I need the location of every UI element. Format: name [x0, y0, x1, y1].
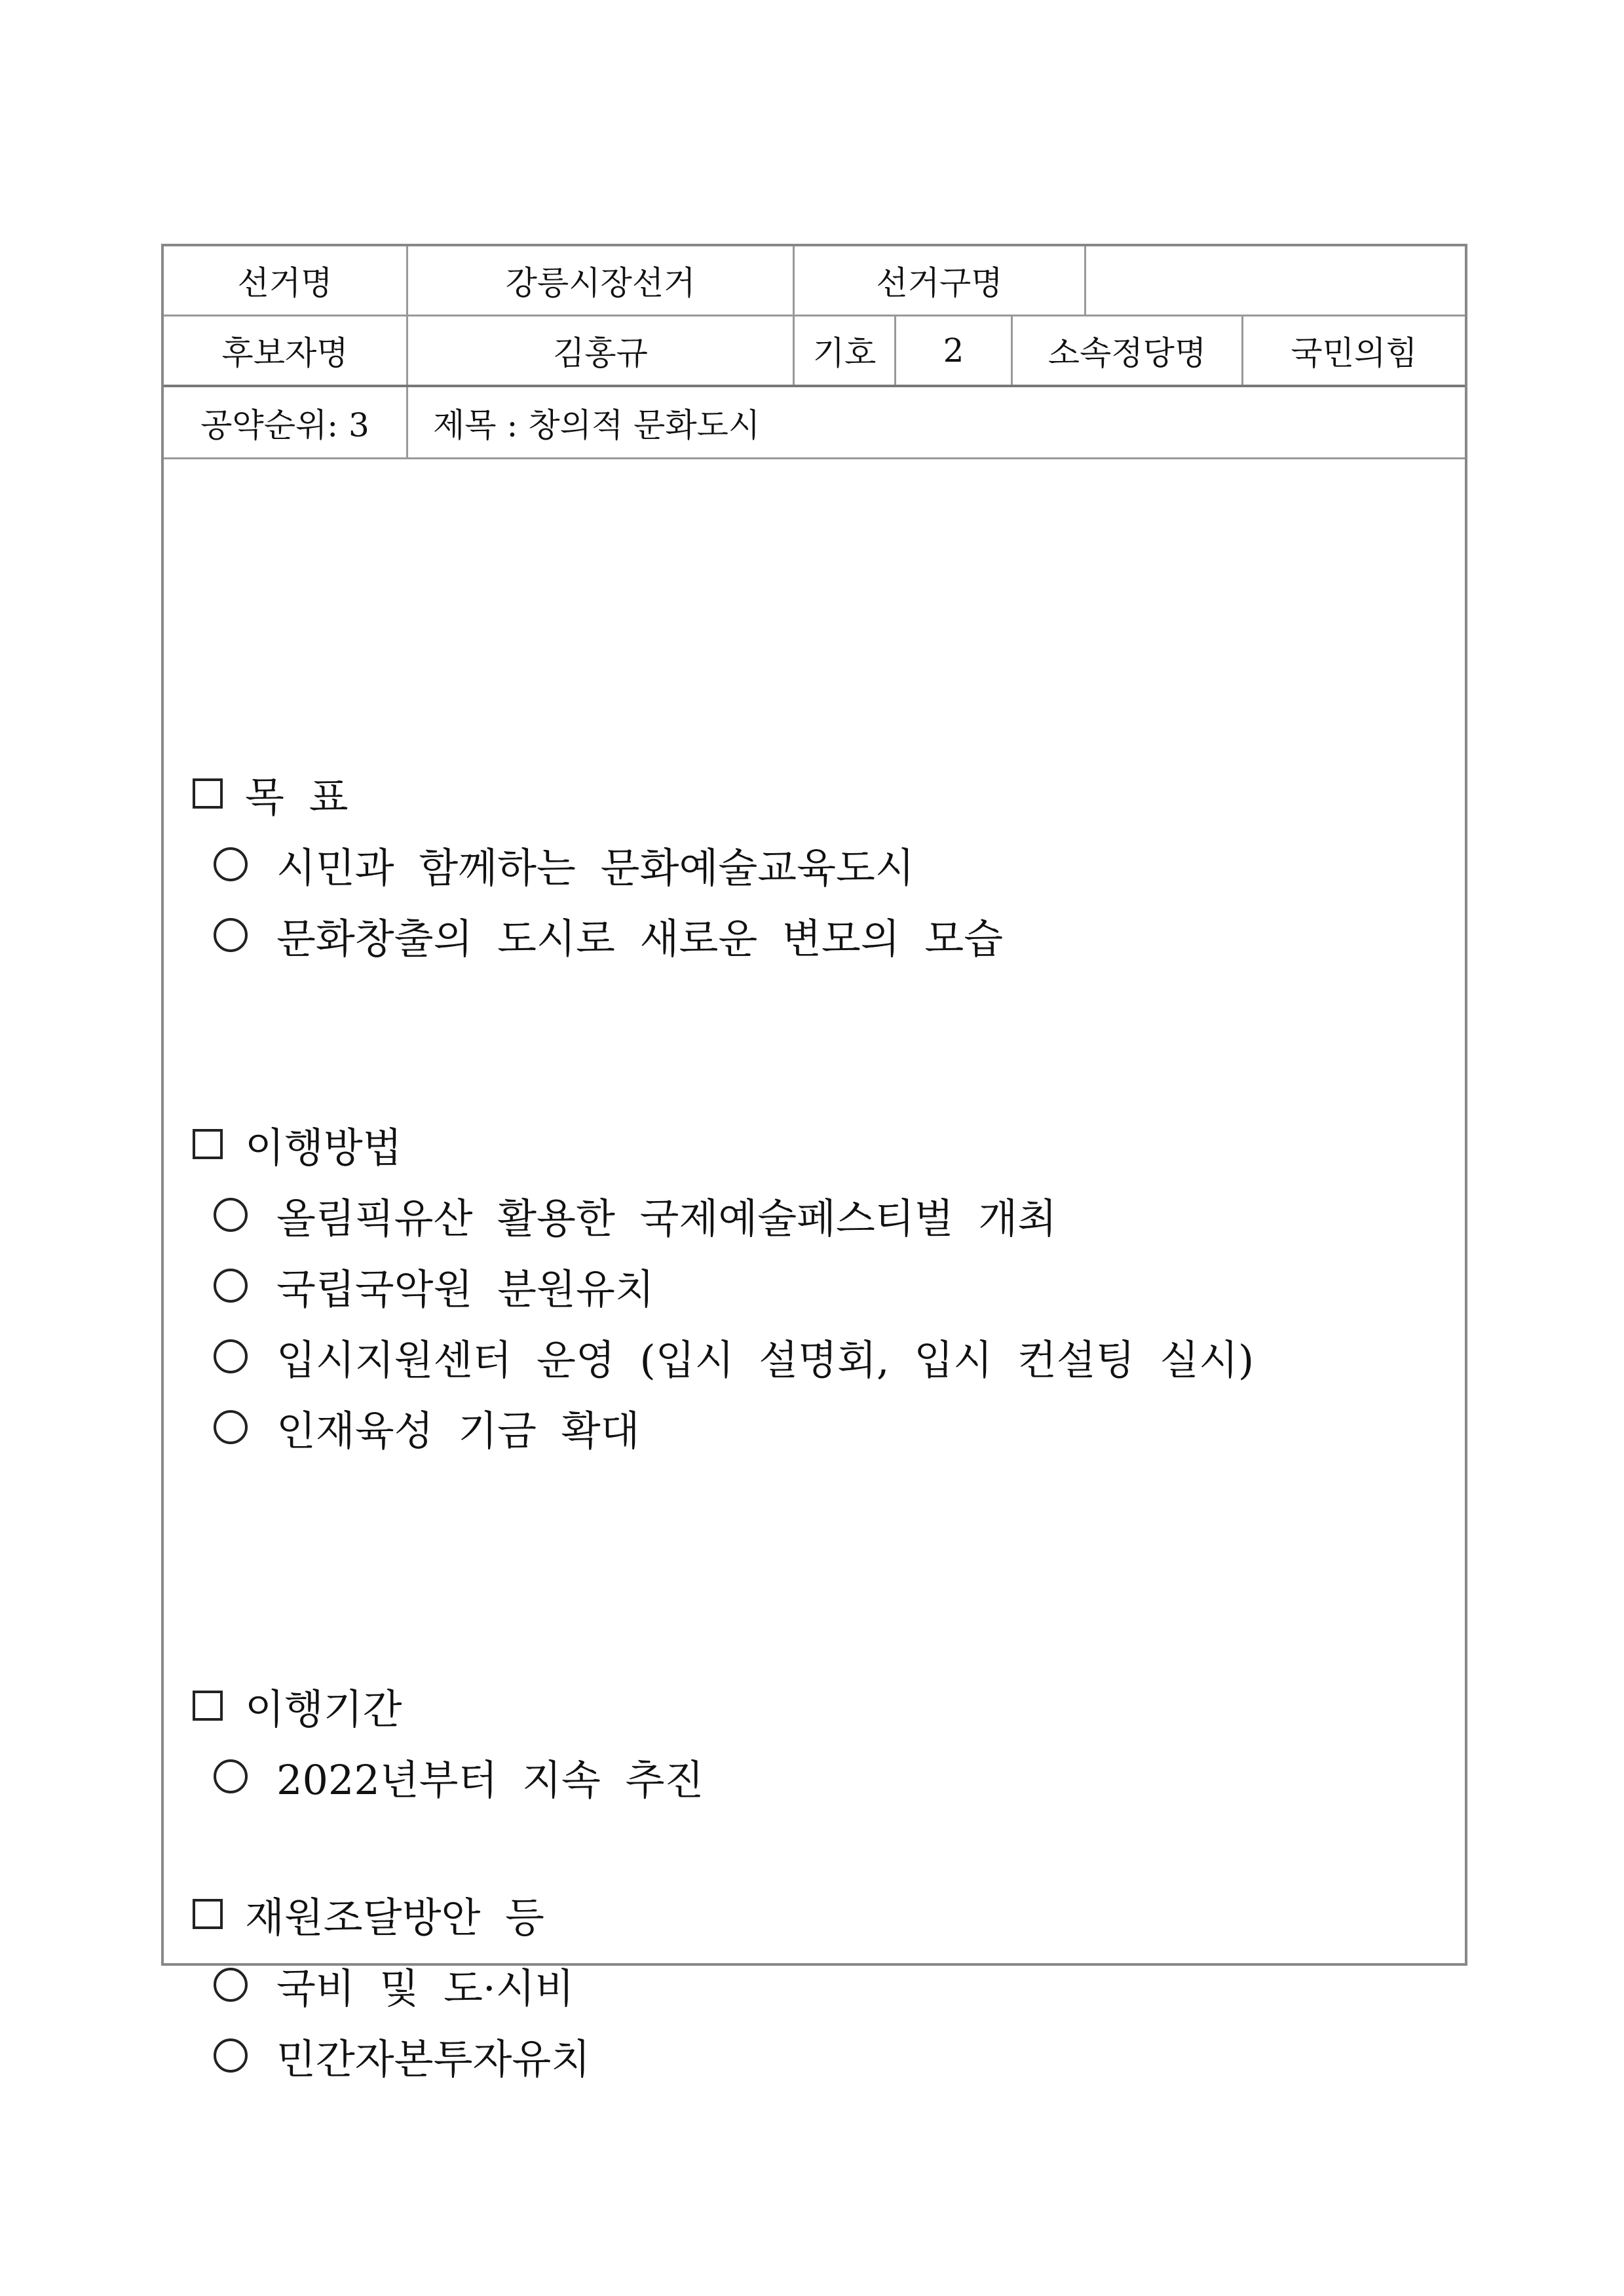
circle-bullet-icon	[214, 1269, 248, 1303]
square-bullet-icon	[193, 1691, 223, 1721]
circle-bullet-icon	[214, 1759, 248, 1793]
list-item: 2022년부터 지속 추진	[214, 1750, 704, 1803]
list-item: 입시지원센터 운영 (입시 설명회, 입시 컨설팅 실시)	[214, 1330, 1254, 1383]
pledge-form	[161, 244, 1467, 2083]
party-label: 소속정당명	[1011, 316, 1241, 385]
list-item: 민간자본투자유치	[214, 2029, 590, 2082]
election-name-value: 강릉시장선거	[406, 246, 793, 315]
list-item: 국비 및 도·시비	[214, 1959, 574, 2011]
circle-bullet-icon	[214, 847, 248, 881]
section-heading-period: 이행기간	[193, 1679, 402, 1732]
party-value: 국민의힘	[1241, 316, 1465, 385]
district-value	[1084, 246, 1465, 315]
circle-bullet-icon	[214, 1339, 248, 1373]
number-value: 2	[894, 316, 1011, 385]
circle-bullet-icon	[214, 1968, 248, 2002]
circle-bullet-icon	[214, 1410, 248, 1444]
pledge-rank: 공약순위: 3	[200, 406, 369, 444]
district-label: 선거구명	[793, 246, 1084, 315]
section-heading-funding: 재원조달방안 등	[193, 1888, 544, 1940]
circle-bullet-icon	[214, 918, 248, 952]
square-bullet-icon	[193, 1899, 223, 1929]
header-row-title	[164, 387, 1465, 459]
list-item: 올림픽유산 활용한 국제예술페스티벌 개최	[214, 1189, 1057, 1241]
pledge-body	[164, 459, 1465, 2083]
candidate-value: 김홍규	[406, 316, 793, 385]
square-bullet-icon	[193, 1129, 223, 1159]
header-row-candidate	[164, 316, 1465, 387]
list-item: 국립국악원 분원유치	[214, 1259, 654, 1312]
section-heading-goal: 목 표	[193, 767, 349, 820]
square-bullet-icon	[193, 778, 223, 809]
candidate-label: 후보자명	[221, 334, 349, 372]
circle-bullet-icon	[214, 2038, 248, 2073]
list-item: 인재육성 기금 확대	[214, 1401, 640, 1453]
list-item: 시민과 함께하는 문화예술교육도시	[214, 838, 915, 890]
header-row-election	[164, 246, 1465, 316]
section-heading-method: 이행방법	[193, 1118, 402, 1170]
circle-bullet-icon	[214, 1198, 248, 1232]
number-label: 기호	[793, 316, 894, 385]
pledge-title: 제목 : 창의적 문화도시	[406, 387, 1465, 457]
list-item: 문화창출의 도시로 새로운 변모의 모습	[214, 909, 1003, 961]
election-name-label: 선거명	[237, 264, 333, 302]
